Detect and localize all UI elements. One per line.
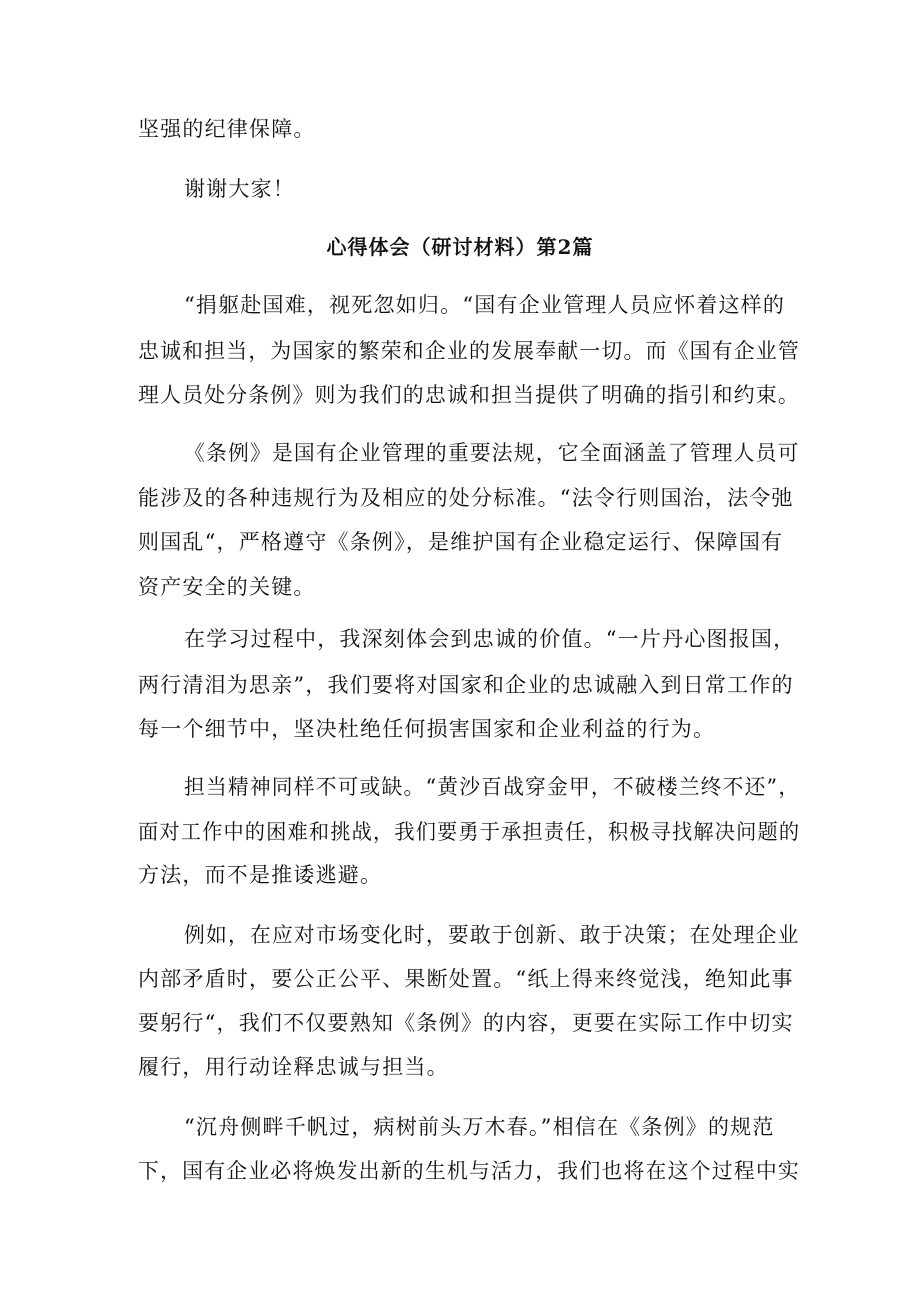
paragraph-5-line-4: 履行，用行动诠释忠诚与担当。 <box>138 1055 449 1079</box>
thanks-line: 谢谢大家！ <box>184 177 295 201</box>
paragraph-5-line-3: 要躬行“，我们不仅要熟知《条例》的内容，更要在实际工作中切实 <box>138 1011 794 1035</box>
paragraph-3-line-1: 在学习过程中，我深刻体会到忠诚的价值。“一片丹心图报国， <box>184 627 796 651</box>
paragraph-1-line-1: “捐躯赴国难，视死忽如归。“国有企业管理人员应怀着这样的 <box>184 293 786 317</box>
paragraph-3-line-3: 每一个细节中，坚决杜绝任何损害国家和企业利益的行为。 <box>138 717 716 741</box>
paragraph-4-line-1: 担当精神同样不可或缺。“黄沙百战穿金甲，不破楼兰终不还”， <box>184 775 801 799</box>
paragraph-2-line-2: 能涉及的各种违规行为及相应的处分标准。“法令行则国治，法令弛 <box>138 486 794 510</box>
intro-line: 坚强的纪律保障。 <box>138 117 316 141</box>
paragraph-4-line-3: 方法，而不是推诿逃避。 <box>138 863 383 887</box>
paragraph-2-line-4: 资产安全的关键。 <box>138 575 316 599</box>
paragraph-4-line-2: 面对工作中的困难和挑战，我们要勇于承担责任，积极寻找解决问题的 <box>138 820 801 844</box>
paragraph-5-line-1: 例如，在应对市场变化时，要敢于创新、敢于决策；在处理企业 <box>184 923 800 947</box>
paragraph-1-line-2: 忠诚和担当，为国家的繁荣和企业的发展奉献一切。而《国有企业管 <box>138 339 800 363</box>
paragraph-6-line-2: 下，国有企业必将焕发出新的生机与活力，我们也将在这个过程中实 <box>138 1159 800 1183</box>
section-title: 心得体会（研讨材料）第2篇 <box>326 235 594 259</box>
paragraph-2-line-1: 《条例》是国有企业管理的重要法规，它全面涵盖了管理人员可 <box>184 441 800 465</box>
paragraph-6-line-1: “沉舟侧畔千帆过，病树前头万木春。”相信在《条例》的规范 <box>184 1115 775 1139</box>
paragraph-3-line-2: 两行清泪为思亲”，我们要将对国家和企业的忠诚融入到日常工作的 <box>138 673 794 697</box>
paragraph-1-line-3: 理人员处分条例》则为我们的忠诚和担当提供了明确的指引和约束。 <box>138 383 800 407</box>
paragraph-5-line-2: 内部矛盾时，要公正公平、果断处置。“纸上得来终觉浅，绝知此事 <box>138 967 794 991</box>
paragraph-2-line-3: 则国乱“，严格遵守《条例》，是维护国有企业稳定运行、保障国有 <box>138 530 784 554</box>
